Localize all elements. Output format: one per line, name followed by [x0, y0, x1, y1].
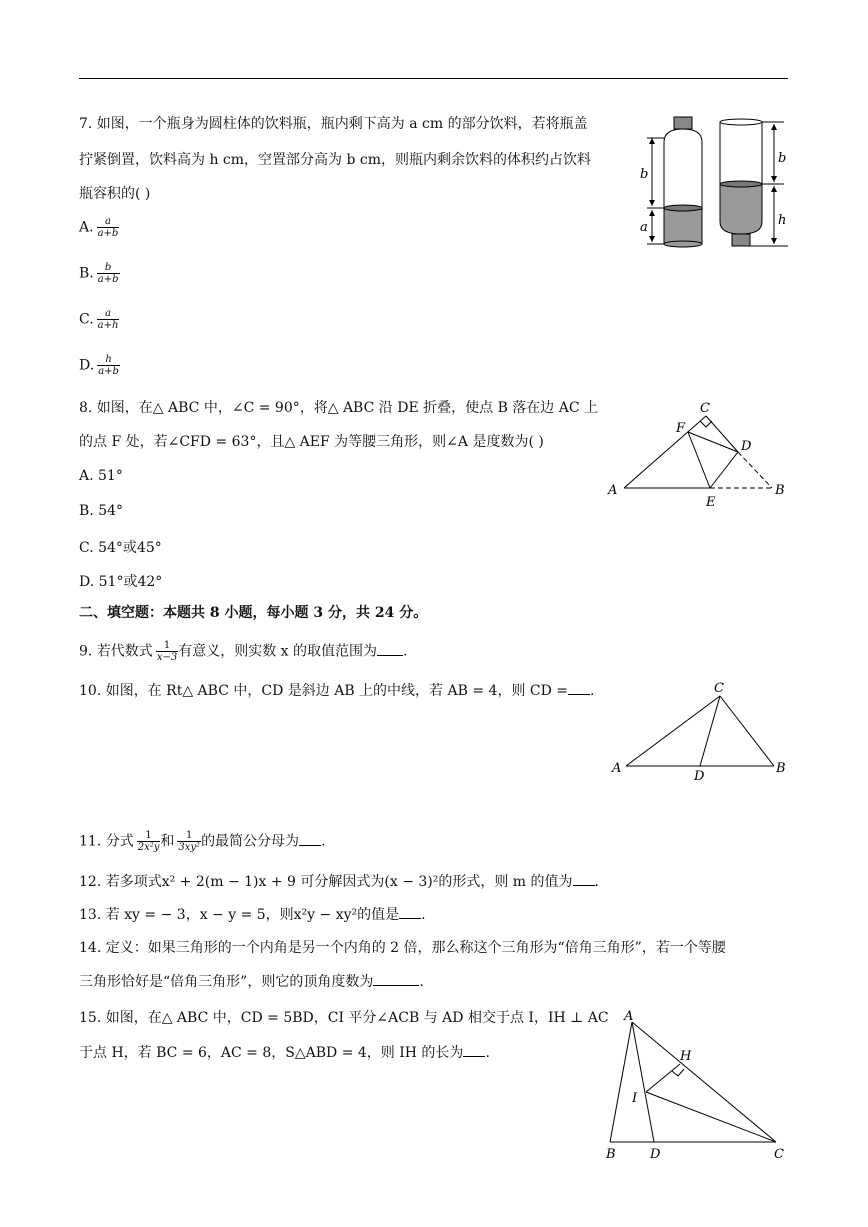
- q15-line2: 于点 H，若 BC = 6，AC = 8，S△ABD = 4，则 IH 的长为 .: [79, 1045, 490, 1061]
- q8-fig-label-e: E: [706, 495, 716, 510]
- q8-fig-label-d: D: [741, 439, 752, 454]
- q10: 10. 如图，在 Rt△ ABC 中，CD 是斜边 AB 上的中线，若 AB = 4，则 CD = .: [79, 683, 595, 699]
- q8-option-b[interactable]: B. 54°: [79, 503, 124, 519]
- q11: 11. 分式 $\frac{1}{\text{2x²y}}$ 和 $\frac{1}{\text{3xy²}}$ 的最简公分母为 .: [79, 830, 326, 853]
- section-2-heading: 二、填空题：本题共 8 小题，每小题 3 分，共 24 分。: [79, 605, 428, 621]
- q10-fig-label-b: B: [776, 761, 786, 776]
- q11-fraction-1: $\frac{1}{\text{2x²y}}$: [137, 830, 160, 853]
- q8-line2: 的点 F 处，若∠CFD = 63°，且△ AEF 为等腰三角形，则∠A 是度数为( ): [79, 434, 544, 450]
- q7-option-b-fraction: $\frac{b}{a+b}$: [97, 262, 119, 285]
- q7-line3: 瓶容积的( ): [79, 186, 151, 202]
- q7-line2: 拧紧倒置，饮料高为 h cm，空置部分高为 b cm，则瓶内剩余饮料的体积约占饮料: [79, 152, 592, 168]
- q8-option-d[interactable]: D. 51°或42°: [79, 574, 163, 590]
- q7-line1: 7. 如图，一个瓶身为圆柱体的饮料瓶，瓶内剩下高为 a cm 的部分饮料，若将瓶盖: [79, 116, 588, 132]
- q9: 9. 若代数式 $\frac{1}{x-3}$ 有意义，则实数 x 的取值范围为 .: [79, 640, 408, 663]
- q7-bottle-figure: [632, 112, 792, 252]
- q11-answer-blank[interactable]: [299, 845, 321, 846]
- q8-option-c[interactable]: C. 54°或45°: [79, 540, 162, 556]
- q15-fig-label-i: I: [632, 1091, 638, 1106]
- q7-option-a-fraction: $\frac{a}{a+b}$: [97, 216, 119, 239]
- q8-line1: 8. 如图，在△ ABC 中，∠C = 90°，将△ ABC 沿 DE 折叠，使点 B 落在边 AC 上: [79, 400, 599, 416]
- q8-fig-label-a: A: [608, 483, 618, 498]
- q8-triangle-figure: [600, 396, 800, 512]
- q10-triangle-figure: [608, 678, 794, 782]
- q8-option-a[interactable]: A. 51°: [79, 468, 123, 484]
- q7-option-d-fraction: $\frac{h}{a+b}$: [98, 354, 119, 377]
- q10-fig-label-d: D: [694, 769, 705, 782]
- q8-fig-label-c: C: [700, 401, 710, 416]
- q9-answer-blank[interactable]: [377, 655, 403, 656]
- q15-fig-label-h: H: [680, 1049, 692, 1064]
- q12-answer-blank[interactable]: [573, 885, 595, 886]
- q15-line1: 15. 如图，在△ ABC 中，CD = 5BD，CI 平分∠ACB 与 AD 相交于点 I，IH ⊥ AC: [79, 1010, 609, 1026]
- q14-answer-blank[interactable]: [373, 985, 419, 986]
- q15-fig-label-d: D: [650, 1147, 661, 1162]
- q15-fig-label-c: C: [774, 1147, 784, 1162]
- q7-fig-label-b-left: b: [640, 167, 649, 182]
- q7-option-a[interactable]: A. $\frac{a}{a+b}$: [79, 216, 119, 239]
- q8-fig-label-f: F: [676, 421, 686, 436]
- q14-line1: 14. 定义：如果三角形的一个内角是另一个内角的 2 倍，那么称这个三角形为“倍角三角形”，若一个等腰: [79, 940, 726, 956]
- q15-fig-label-a: A: [624, 1009, 634, 1024]
- q7-fig-label-h: h: [778, 213, 787, 228]
- q7-fig-label-a: a: [640, 220, 648, 235]
- q9-fraction: $\frac{1}{x-3}$: [156, 640, 178, 663]
- q10-fig-label-a: A: [612, 761, 622, 776]
- header-rule: [79, 78, 788, 79]
- q14-line2: 三角形恰好是“倍角三角形”，则它的顶角度数为 .: [79, 974, 424, 990]
- q11-fraction-2: $\frac{1}{\text{3xy²}}$: [178, 830, 201, 853]
- q8-fig-label-b: B: [775, 483, 785, 498]
- q7-option-c-fraction: $\frac{a}{a+h}$: [97, 308, 119, 331]
- q13: 13. 若 xy = − 3，x − y = 5，则x²y − xy²的值是 .: [79, 907, 426, 923]
- q7-option-d[interactable]: D. $\frac{h}{a+b}$: [79, 354, 119, 377]
- q10-fig-label-c: C: [714, 681, 724, 696]
- q13-answer-blank[interactable]: [399, 918, 421, 919]
- q12: 12. 若多项式x² + 2(m − 1)x + 9 可分解因式为(x − 3)²的形式，则 m 的值为 .: [79, 874, 599, 890]
- q15-fig-label-b: B: [606, 1147, 616, 1162]
- q15-triangle-figure: [600, 1006, 796, 1164]
- q7-option-c[interactable]: C. $\frac{a}{a+h}$: [79, 308, 119, 331]
- q15-answer-blank[interactable]: [463, 1056, 485, 1057]
- q7-option-b[interactable]: B. $\frac{b}{a+b}$: [79, 262, 119, 285]
- q10-answer-blank[interactable]: [568, 694, 590, 695]
- q7-fig-label-b-right: b: [778, 151, 787, 166]
